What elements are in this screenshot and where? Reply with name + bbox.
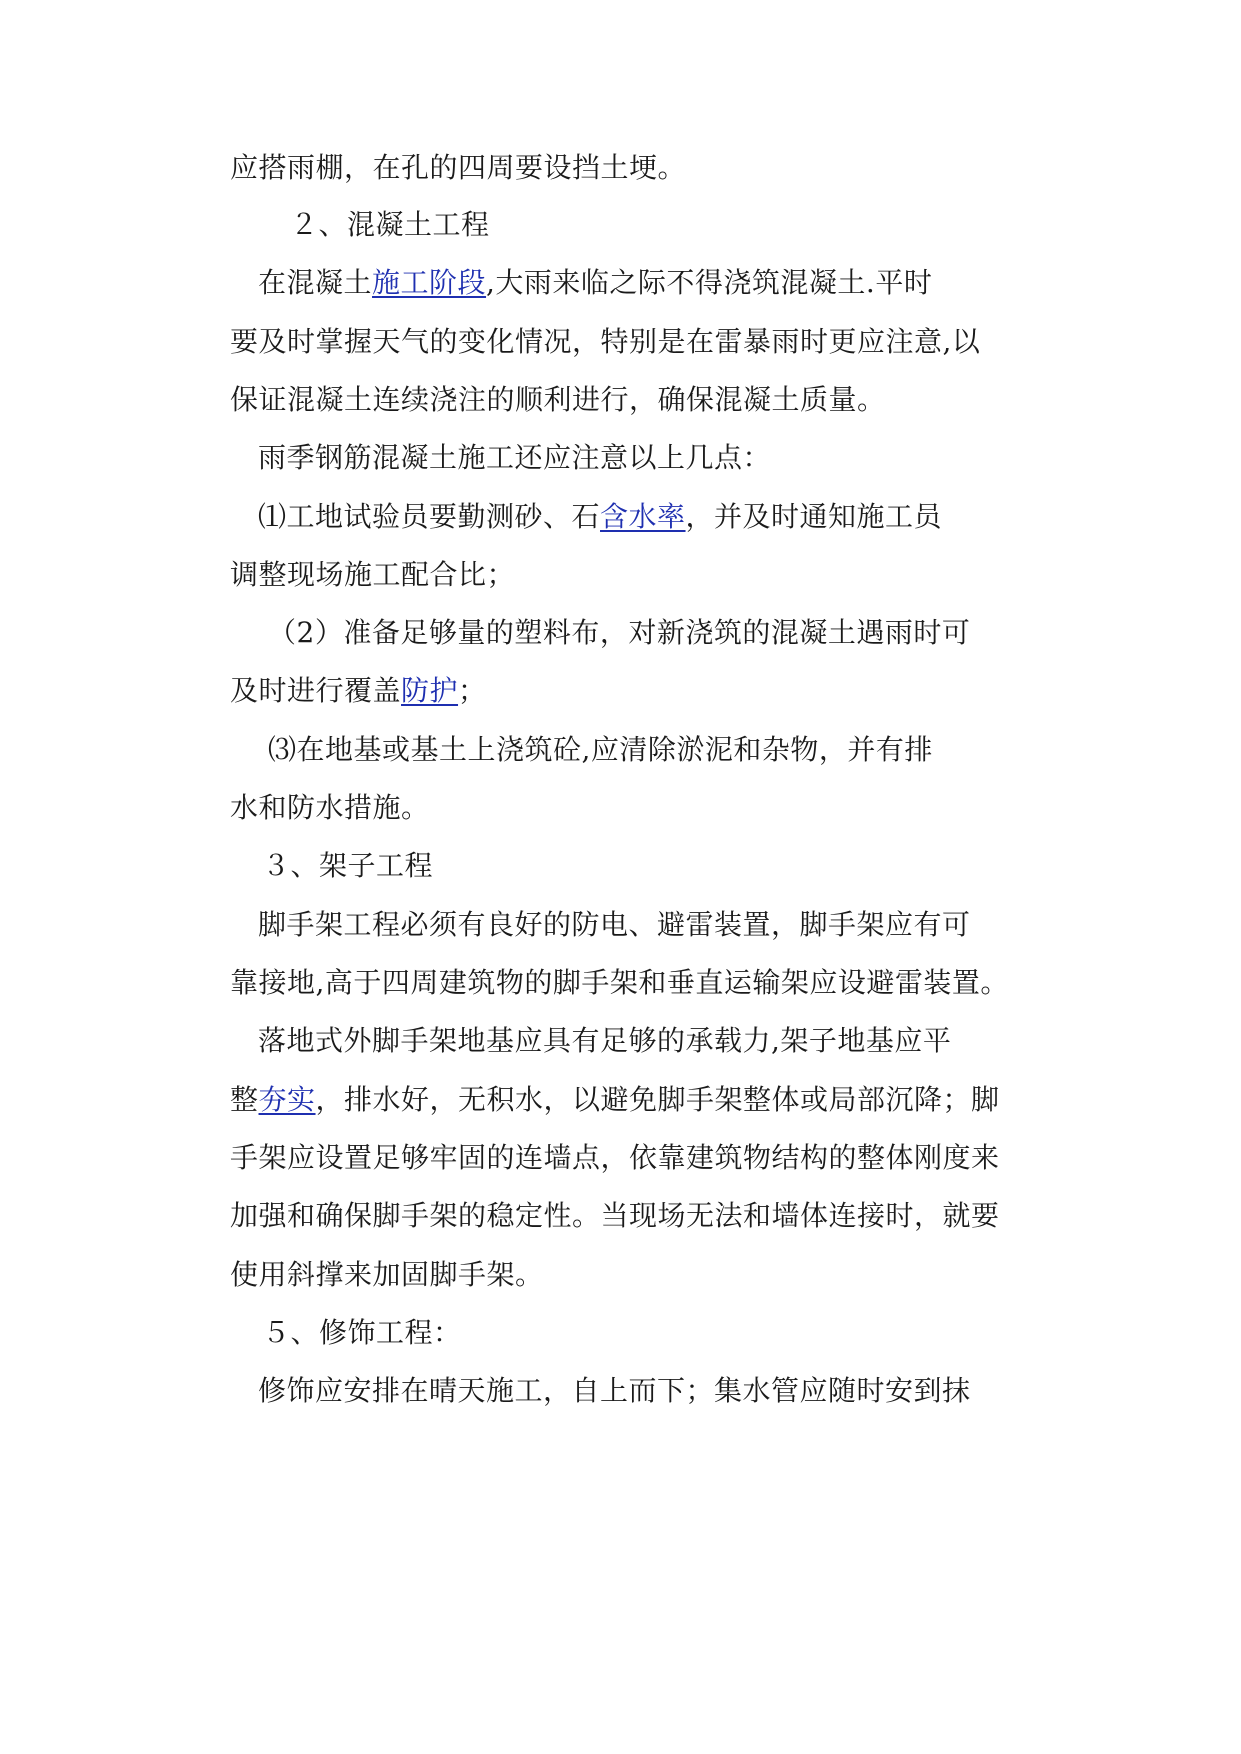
- text-segment: ；: [458, 674, 487, 707]
- text-line: [258, 434, 771, 482]
- text-line: [230, 1192, 1000, 1240]
- text-line: [268, 726, 933, 774]
- text-segment: （2）准备足够量的塑料布，对新浇筑的混凝土遇雨时可: [268, 616, 971, 649]
- text-segment: 加强和确保脚手架的稳定性。当现场无法和墙体连接时，就要: [230, 1199, 1000, 1232]
- text-segment: ５、修饰工程：: [262, 1316, 462, 1349]
- text-line: [230, 1134, 1000, 1182]
- hyperlink[interactable]: 含水率: [600, 500, 686, 533]
- text-line: [230, 1076, 1000, 1124]
- text-segment: 落地式外脚手架地基应具有足够的承载力,架子地基应平: [258, 1024, 952, 1057]
- text-segment: 脚手架工程必须有良好的防电、避雷装置，脚手架应有可: [258, 908, 971, 941]
- text-segment: 要及时掌握天气的变化情况，特别是在雷暴雨时更应注意,以: [230, 325, 981, 358]
- text-line: [230, 551, 515, 599]
- text-line: [262, 842, 433, 890]
- hyperlink[interactable]: 施工阶段: [372, 266, 487, 299]
- text-line: [230, 144, 686, 192]
- text-segment: ，排水好，无积水，以避免脚手架整体或局部沉降；脚: [315, 1083, 1000, 1116]
- text-segment: ⑶在地基或基土上浇筑砼,应清除淤泥和杂物，并有排: [268, 733, 933, 766]
- text-line: [230, 667, 487, 715]
- text-segment: ２、混凝土工程: [290, 208, 490, 241]
- text-segment: 应搭雨棚，在孔的四周要设挡土埂。: [230, 151, 687, 184]
- text-segment: 手架应设置足够牢固的连墙点，依靠建筑物结构的整体刚度来: [230, 1141, 1000, 1174]
- text-segment: 在混凝土: [258, 266, 373, 299]
- text-line: [258, 259, 932, 307]
- text-line: [230, 959, 1009, 1007]
- text-segment: ⑴工地试验员要勤测砂、石: [258, 500, 601, 533]
- text-segment: 使用斜撑来加固脚手架。: [230, 1258, 544, 1291]
- text-segment: 调整现场施工配合比；: [230, 558, 516, 591]
- text-segment: 雨季钢筋混凝土施工还应注意以上几点：: [258, 441, 772, 474]
- text-line: [230, 1251, 544, 1299]
- text-segment: ，并及时通知施工员: [685, 500, 943, 533]
- text-line: [258, 901, 971, 949]
- text-segment: 保证混凝土连续浇注的顺利进行，确保混凝土质量。: [230, 383, 886, 416]
- text-line: [262, 1309, 462, 1357]
- text-segment: 水和防水措施。: [230, 791, 430, 824]
- text-line: [230, 318, 980, 366]
- text-line: [258, 1367, 971, 1415]
- text-segment: ,大雨来临之际不得浇筑混凝土.平时: [486, 266, 933, 299]
- text-segment: 整: [230, 1083, 259, 1116]
- text-segment: 及时进行覆盖: [230, 674, 402, 707]
- hyperlink[interactable]: 夯实: [258, 1083, 316, 1116]
- text-line: [258, 1017, 951, 1065]
- text-line: [290, 201, 490, 249]
- text-line: [230, 784, 430, 832]
- text-line: [230, 376, 886, 424]
- text-segment: ３、架子工程: [262, 849, 434, 882]
- text-line: [268, 609, 970, 657]
- text-segment: 修饰应安排在晴天施工，自上而下；集水管应随时安到抹: [258, 1374, 971, 1407]
- hyperlink[interactable]: 防护: [401, 674, 459, 707]
- text-line: [258, 493, 942, 541]
- text-segment: 靠接地,高于四周建筑物的脚手架和垂直运输架应设避雷装置。: [230, 966, 1009, 999]
